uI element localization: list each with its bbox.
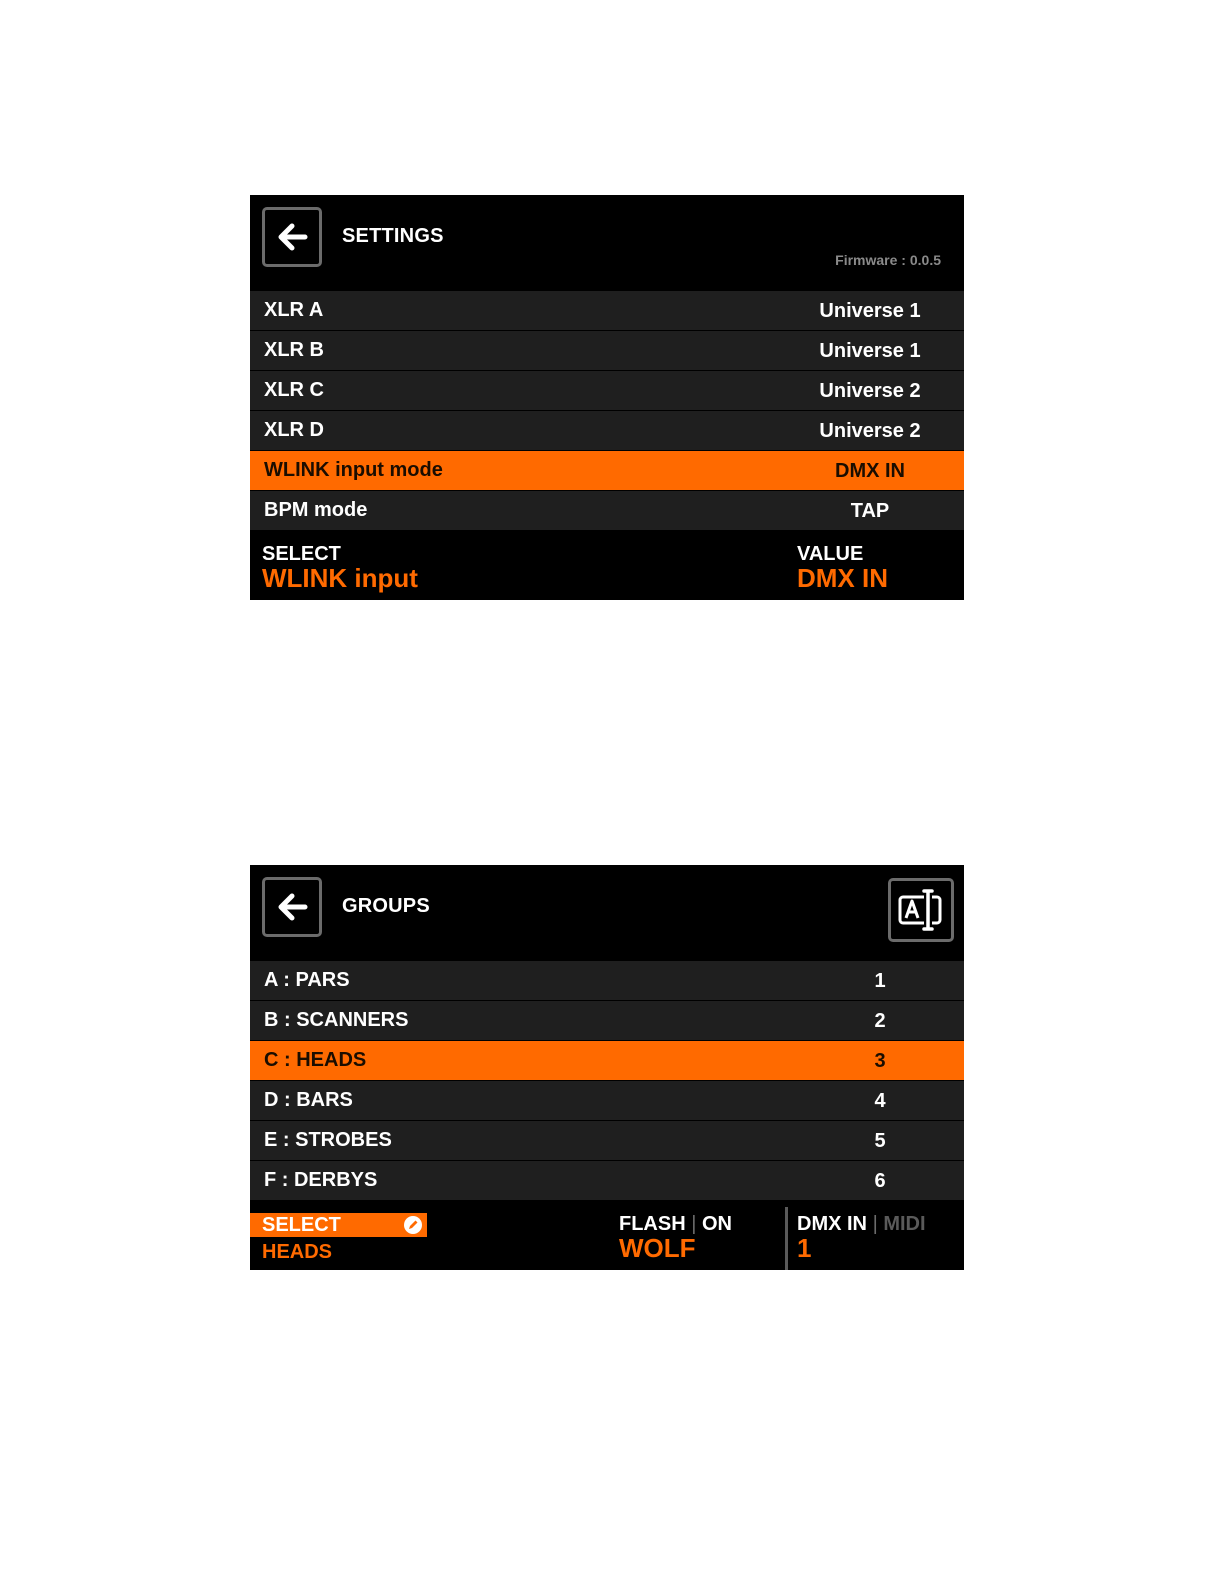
row-value: Universe 1	[819, 300, 921, 322]
text-cursor-icon	[897, 888, 945, 932]
dmx-label: DMX IN	[797, 1213, 867, 1235]
row-label: D : BARS	[264, 1089, 353, 1111]
dmx-value: 1	[797, 1233, 812, 1263]
input-separator: |	[872, 1213, 878, 1235]
pencil-icon	[403, 1215, 423, 1235]
groups-header	[250, 865, 964, 961]
value-value: DMX IN	[797, 563, 888, 593]
row-value: Universe 2	[819, 380, 921, 402]
row-value: 3	[874, 1050, 886, 1072]
rename-button[interactable]	[888, 878, 954, 942]
value-label: VALUE	[797, 543, 864, 565]
group-row-bars[interactable]	[250, 1081, 964, 1121]
settings-title: SETTINGS	[342, 225, 444, 247]
row-label: A : PARS	[264, 969, 350, 991]
row-value: 1	[874, 970, 886, 992]
row-value: TAP	[850, 500, 890, 522]
settings-list	[250, 291, 964, 531]
row-value: 6	[874, 1170, 886, 1192]
row-label: B : SCANNERS	[264, 1009, 409, 1031]
select-edit-button[interactable]	[250, 1213, 427, 1237]
flash-separator: |	[691, 1213, 697, 1235]
groups-footer	[250, 1201, 964, 1270]
settings-screen	[250, 195, 964, 600]
row-label: XLR A	[264, 299, 324, 321]
select-value: HEADS	[262, 1241, 333, 1263]
settings-row-xlr-a[interactable]	[250, 291, 964, 331]
row-label: XLR C	[264, 379, 324, 401]
flash-label: FLASH	[619, 1213, 686, 1235]
settings-footer	[250, 531, 964, 600]
row-value: 2	[874, 1010, 886, 1032]
row-label: E : STROBES	[264, 1129, 392, 1151]
flash-value: WOLF	[619, 1233, 696, 1263]
group-row-derbys[interactable]	[250, 1161, 964, 1201]
groups-back-button[interactable]	[262, 877, 322, 937]
midi-label: MIDI	[883, 1213, 926, 1235]
row-label: XLR B	[264, 339, 324, 361]
group-row-strobes[interactable]	[250, 1121, 964, 1161]
groups-title: GROUPS	[342, 895, 430, 917]
arrow-left-icon	[273, 888, 311, 926]
row-label: F : DERBYS	[264, 1169, 378, 1191]
row-value: 4	[874, 1090, 886, 1112]
footer-divider	[785, 1207, 788, 1270]
row-value: Universe 2	[819, 420, 921, 442]
row-value: DMX IN	[835, 460, 905, 482]
arrow-left-icon	[273, 218, 311, 256]
settings-row-bpm-mode[interactable]	[250, 491, 964, 531]
settings-back-button[interactable]	[262, 207, 322, 267]
group-row-heads[interactable]	[250, 1041, 964, 1081]
group-row-scanners[interactable]	[250, 1001, 964, 1041]
row-label: WLINK input mode	[264, 459, 443, 481]
row-value: Universe 1	[819, 340, 921, 362]
row-value: 5	[874, 1130, 886, 1152]
settings-header	[250, 195, 964, 291]
groups-screen	[250, 865, 964, 1270]
group-row-pars[interactable]	[250, 961, 964, 1001]
settings-row-wlink-input-mode[interactable]	[250, 451, 964, 491]
input-mode	[797, 1213, 926, 1236]
select-label: SELECT	[262, 1214, 341, 1236]
settings-row-xlr-d[interactable]	[250, 411, 964, 451]
groups-list	[250, 961, 964, 1201]
settings-row-xlr-b[interactable]	[250, 331, 964, 371]
select-value: WLINK input	[262, 563, 418, 593]
row-label: XLR D	[264, 419, 324, 441]
select-label: SELECT	[262, 543, 341, 565]
row-label: BPM mode	[264, 499, 368, 521]
flash-state: ON	[702, 1213, 732, 1235]
firmware-version: Firmware : 0.0.5	[835, 252, 941, 268]
row-label: C : HEADS	[264, 1049, 367, 1071]
settings-row-xlr-c[interactable]	[250, 371, 964, 411]
